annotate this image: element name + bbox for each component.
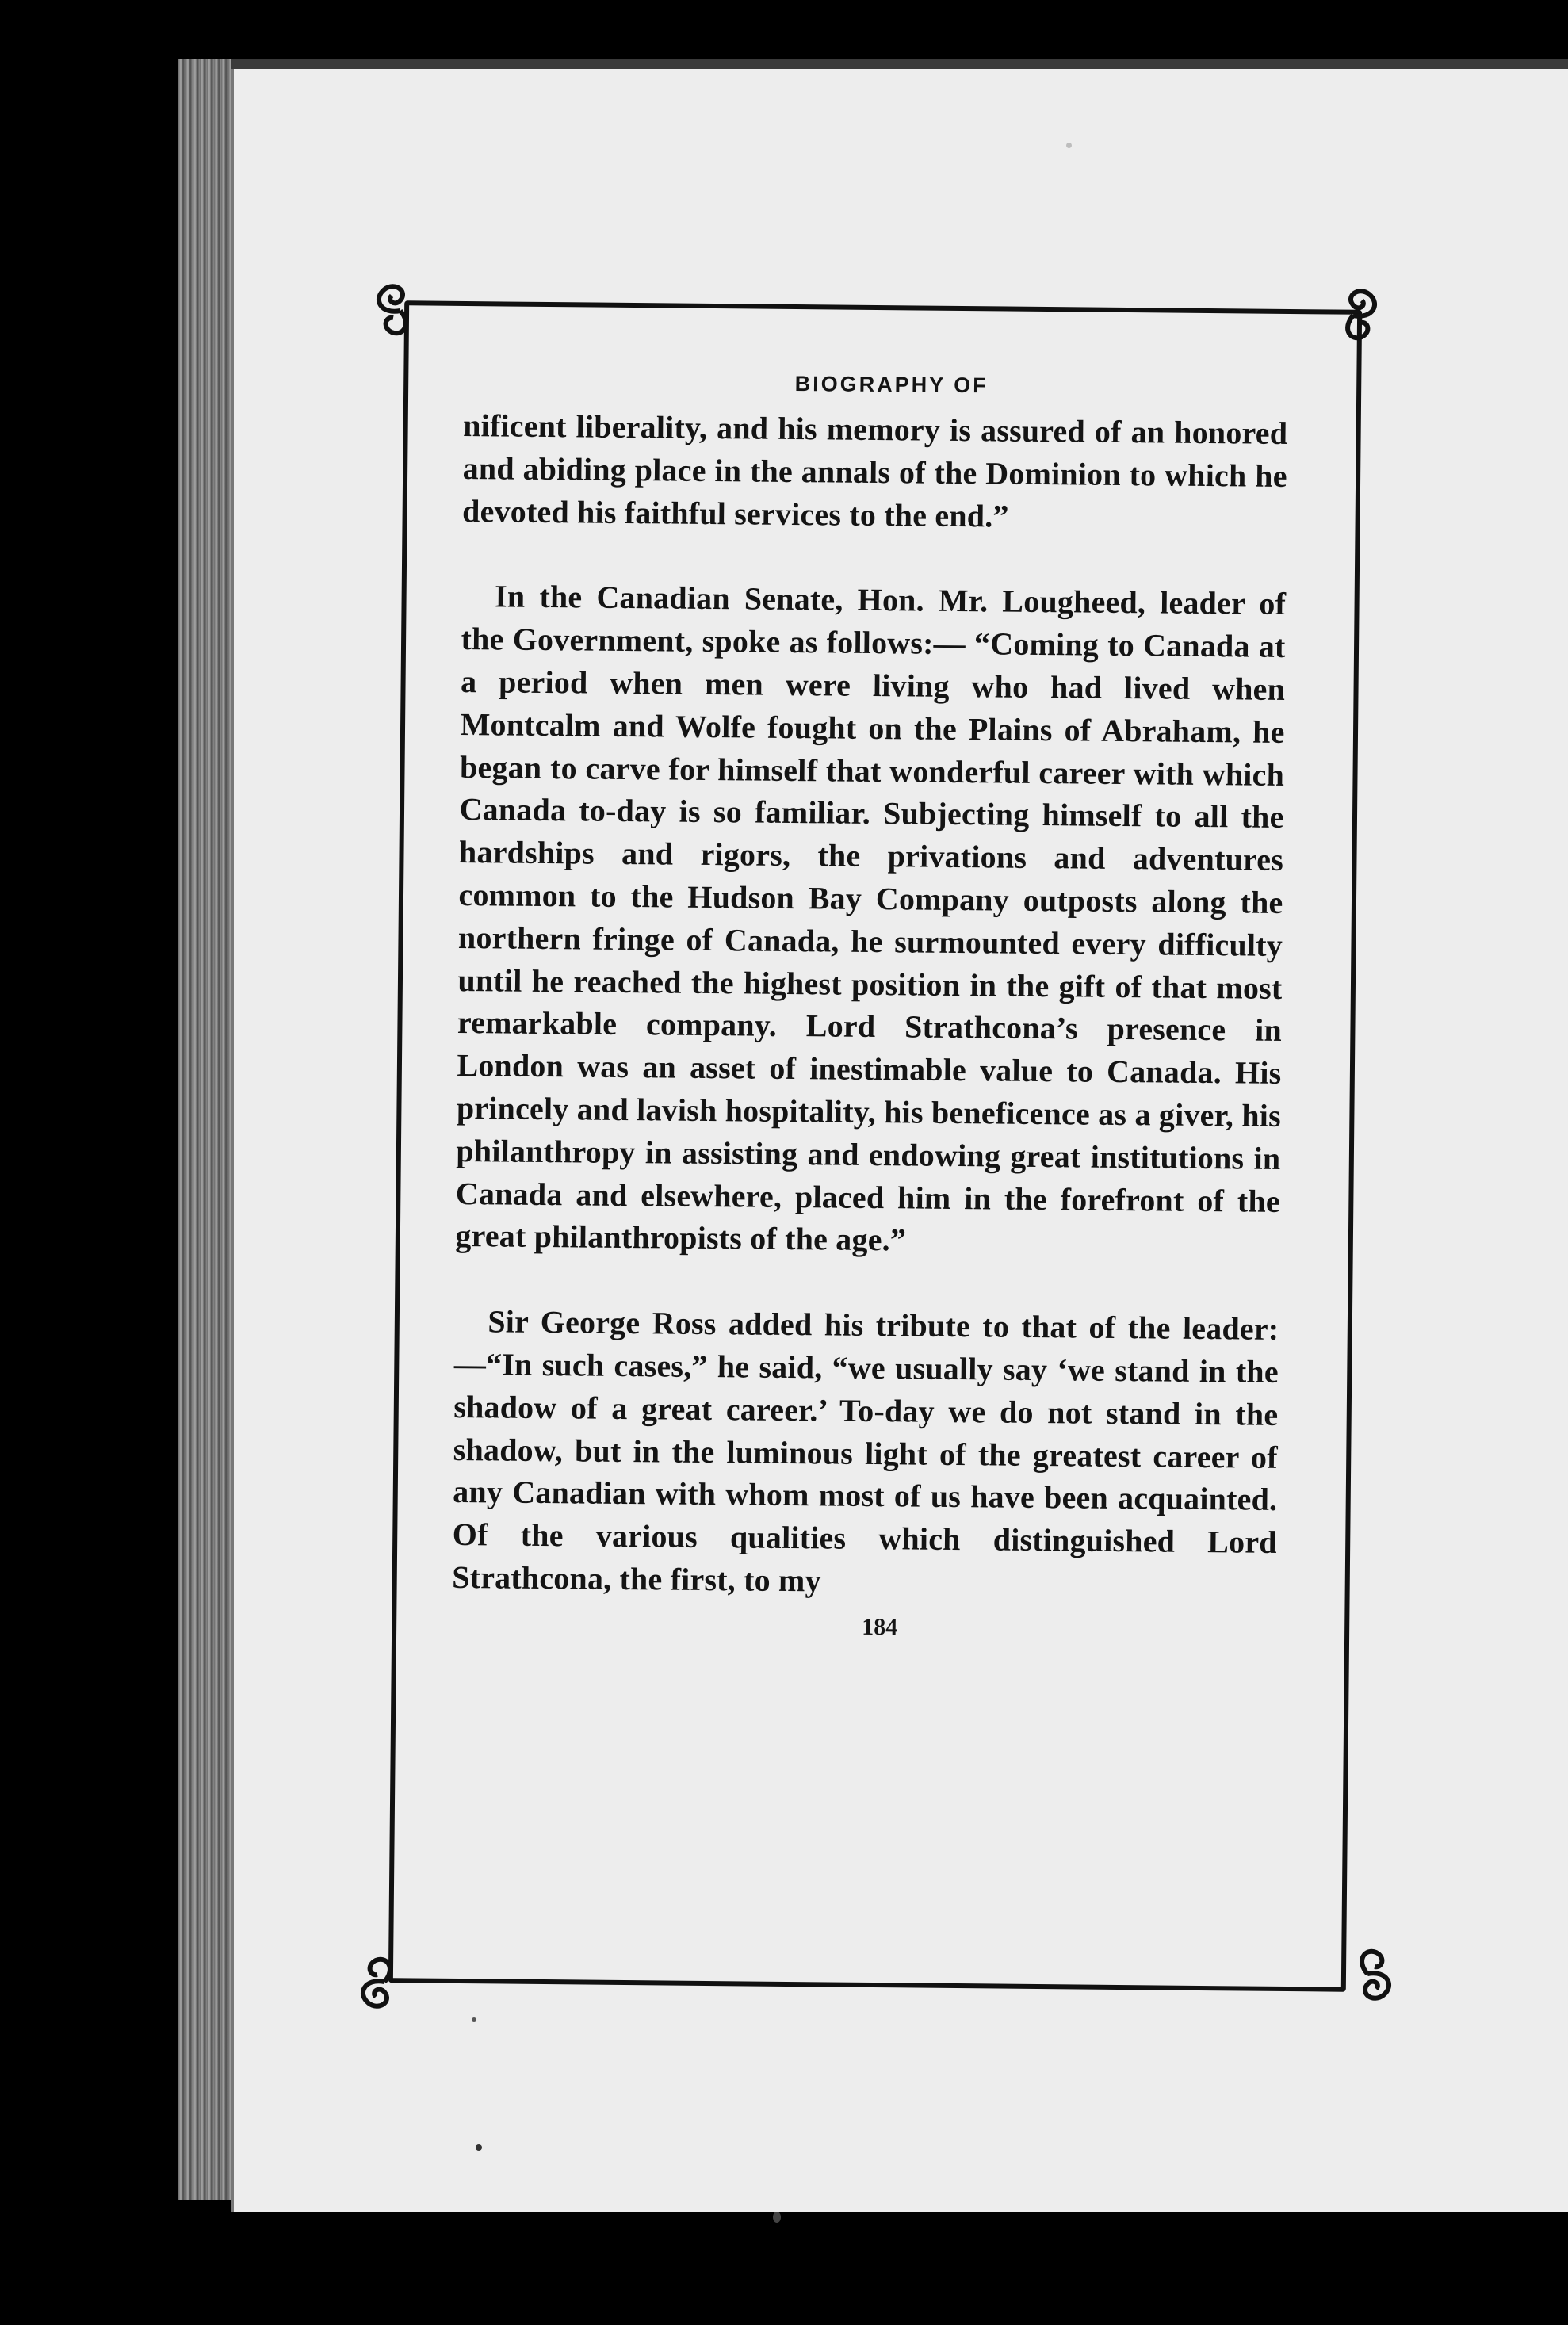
scroll-ornament-icon bbox=[1332, 1938, 1403, 2010]
paper-speck bbox=[476, 2144, 482, 2151]
page-text-block bbox=[452, 361, 1288, 1645]
paper-speck bbox=[472, 2017, 476, 2022]
page-top-shadow bbox=[231, 59, 1568, 69]
paper-speck bbox=[773, 2212, 781, 2223]
paragraph-ross-tribute: Sir George Ross added his tribute to that of the leader:—“In such cases,” he said, “we usually say ‘we stand in the shadow of a great career.’ To-day we do not stand in the shadow, but in the luminous light of the greatest career of any Canadian with whom most of us have been acquainted. Of the various qualities which distinguished Lord Strathcona, the first, to my bbox=[452, 1303, 1279, 1599]
paragraph-continued: nificent liberality, and his memory is assured of an honored and abiding place in the annals of the Dominion to which he devoted his faithful services to the end.” bbox=[461, 407, 1288, 534]
scroll-ornament-icon bbox=[365, 275, 436, 346]
page-number: 184 bbox=[862, 1613, 898, 1641]
running-head: BIOGRAPHY OF bbox=[794, 372, 989, 398]
scroll-ornament-icon bbox=[1318, 280, 1389, 351]
paper-speck bbox=[1066, 143, 1072, 148]
paragraph-senate-speech: In the Canadian Senate, Hon. Mr. Lougheed, leader of the Government, spoke as follows:— “Coming to Canada at a period when men were living who had lived when Montcalm and Wolfe fought on the Plains of Abraham, he began to carve for himself that wonderful career with which Canada to-day is so familiar. Subjecting himself to all the hardships and rigors, the privations and adventures common to the Hudson Bay Company outposts along the northern fringe of Canada, he surmounted every difficulty until he reached the highest position in the gift of that most remarkable company. Lord Strathcona’s presence in London was an asset of inestimable value to Canada. His princely and lavish hospitality, his beneficence as a giver, his philanthropy in assisting and endowing great institutions in Canada and elsewhere, placed him in the forefront of the great philanthropists of the age.” bbox=[455, 578, 1287, 1258]
book-page-edges bbox=[178, 59, 234, 2200]
scroll-ornament-icon bbox=[349, 1946, 420, 2017]
